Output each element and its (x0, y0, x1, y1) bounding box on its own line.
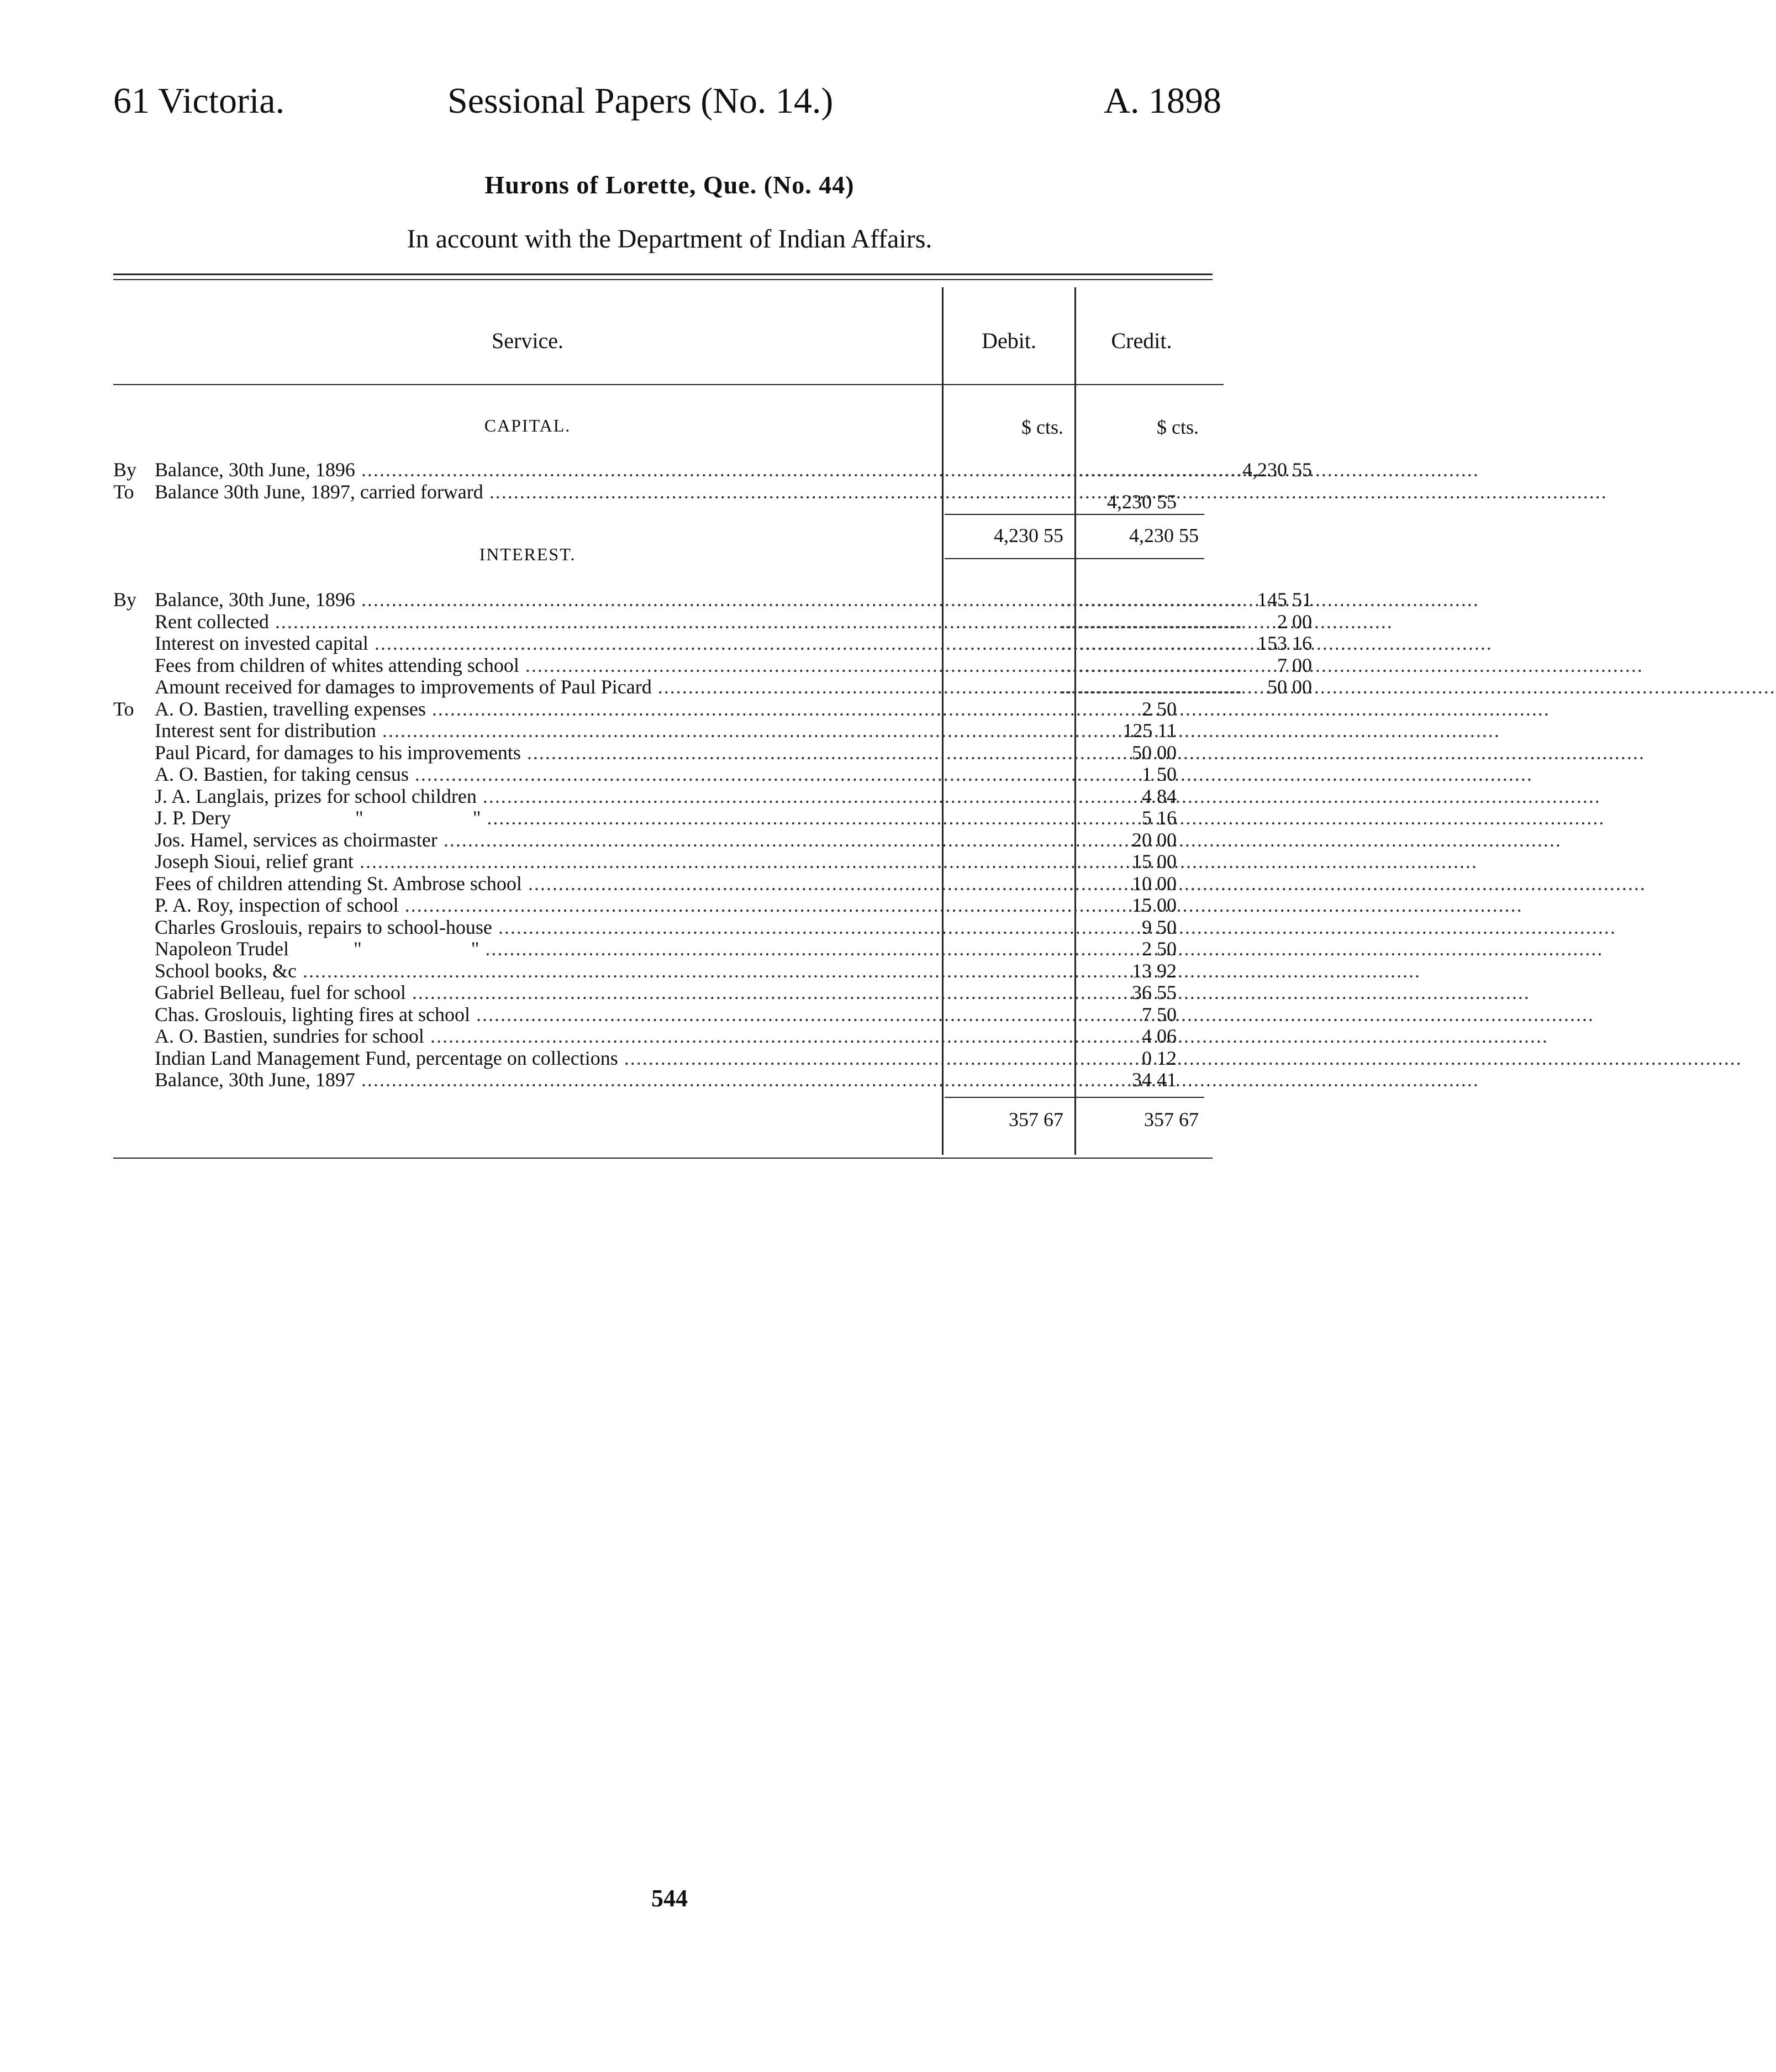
row-description: Chas. Groslouis, lighting fires at school ..... (155, 1003, 1044, 1026)
account-title: Hurons of Lorette, Que. (No. 44) (484, 171, 855, 199)
debit-currency-label: $ cts. (1021, 416, 1063, 438)
row-description: J. P. Dery " " ..... (155, 807, 1044, 829)
row-description: Napoleon Trudel " " ..... (155, 938, 1044, 960)
row-description: School books, &c ..... (155, 960, 1044, 982)
interest-total-debit: 357 67 (1009, 1108, 1063, 1130)
debit-amount: 4,230 55 (1107, 491, 1177, 513)
debit-amount: 2 50 (1142, 698, 1177, 720)
row-description: Fees from children of whites attending school ..... (155, 654, 1044, 676)
credit-amount: 50 00 (1267, 676, 1312, 698)
debit-amount: 36 55 (1132, 981, 1177, 1003)
header-bottom-rule (113, 384, 1224, 385)
credit-amount: 2 00 (1277, 611, 1312, 633)
interest-total-credit: 357 67 (1144, 1108, 1199, 1130)
row-description: Indian Land Management Fund, percentage on collections ..... (155, 1047, 1044, 1069)
header-service: Service. (492, 328, 563, 353)
debit-amount: 13 92 (1132, 960, 1177, 982)
capital-total-credit: 4,230 55 (1129, 524, 1199, 546)
capital-total-rule (945, 558, 1204, 559)
section-heading-capital: CAPITAL. (484, 416, 571, 435)
credit-amount: 4,230 55 (1242, 459, 1312, 481)
debit-amount: 9 50 (1142, 916, 1177, 938)
row-description: Gabriel Belleau, fuel for school ..... (155, 981, 1044, 1003)
header-regnal-year: 61 Victoria. (113, 81, 285, 121)
account-subtitle: In account with the Department of Indian Affairs. (407, 224, 932, 254)
debit-leader-dots: .............................. (1061, 676, 1243, 698)
row-description: Charles Groslouis, repairs to school-house ..... (155, 916, 1044, 938)
debit-amount: 4 84 (1142, 785, 1177, 807)
capital-total-debit: 4,230 55 (994, 524, 1063, 546)
debit-amount: 125 11 (1122, 719, 1177, 741)
table-top-rule (113, 274, 1213, 275)
page-number: 544 (651, 1885, 688, 1912)
row-description: Amount received for damages to improvements of Paul Picard ..... (155, 676, 1044, 698)
row-description: Balance, 30th June, 1897 ..... (155, 1069, 1044, 1091)
row-description: Fees of children attending St. Ambrose school ..... (155, 872, 1044, 895)
debit-amount: 7 50 (1142, 1003, 1177, 1026)
row-description: Paul Picard, for damages to his improvements ..... (155, 741, 1044, 764)
credit-amount: 7 00 (1277, 654, 1312, 676)
row-prefix: By (113, 588, 137, 611)
row-prefix: To (113, 481, 134, 503)
capital-subtotal-rule (945, 514, 1204, 515)
debit-amount: 2 50 (1142, 938, 1177, 960)
row-description: A. O. Bastien, for taking census ..... (155, 763, 1044, 785)
row-description: Jos. Hamel, services as choirmaster ..... (155, 829, 1044, 851)
row-description: J. A. Langlais, prizes for school children ..... (155, 785, 1044, 807)
row-description: Joseph Sioui, relief grant ..... (155, 850, 1044, 872)
debit-leader-dots: .............................. (1061, 654, 1243, 676)
debit-amount: 10 00 (1132, 872, 1177, 895)
row-description: Interest on invested capital ..... (155, 632, 1044, 654)
credit-amount: 145 51 (1257, 588, 1312, 611)
header-sessional-papers: Sessional Papers (No. 14.) (447, 81, 834, 121)
debit-amount: 0 12 (1142, 1047, 1177, 1069)
row-description: Balance, 30th June, 1896 ..... (155, 459, 1044, 481)
row-description: Interest sent for distribution ..... (155, 719, 1044, 741)
credit-amount: 153 16 (1257, 632, 1312, 654)
table-top-rule-inner (113, 279, 1213, 280)
row-description: Balance, 30th June, 1896 ..... (155, 588, 1044, 611)
section-heading-interest: INTEREST. (479, 544, 576, 564)
row-description: A. O. Bastien, sundries for school ..... (155, 1025, 1044, 1047)
debit-amount: 34 41 (1132, 1069, 1177, 1091)
credit-currency-label: $ cts. (1157, 416, 1199, 438)
row-description: Balance 30th June, 1897, carried forward ..... (155, 481, 1044, 503)
interest-subtotal-rule (945, 1097, 1204, 1098)
debit-amount: 50 00 (1132, 741, 1177, 764)
debit-amount: 1 50 (1142, 763, 1177, 785)
row-description: A. O. Bastien, travelling expenses ..... (155, 698, 1044, 720)
debit-leader-dots: .............................. (1061, 588, 1243, 611)
debit-leader-dots: .............................. (1061, 611, 1243, 633)
header-credit: Credit. (1111, 328, 1172, 353)
row-description: Rent collected ..... (155, 611, 1044, 633)
header-year: A. 1898 (1104, 81, 1221, 121)
debit-amount: 4 06 (1142, 1025, 1177, 1047)
row-prefix: To (113, 698, 134, 720)
debit-leader-dots: .............................. (1061, 632, 1243, 654)
header-debit: Debit. (982, 328, 1036, 353)
debit-amount: 15 00 (1132, 850, 1177, 872)
debit-amount: 15 00 (1132, 894, 1177, 916)
debit-leader-dots: .............................. (1061, 459, 1243, 481)
debit-amount: 20 00 (1132, 829, 1177, 851)
row-prefix: By (113, 459, 137, 481)
row-description: P. A. Roy, inspection of school ..... (155, 894, 1044, 916)
debit-amount: 5 16 (1142, 807, 1177, 829)
table-bottom-rule (113, 1158, 1213, 1159)
